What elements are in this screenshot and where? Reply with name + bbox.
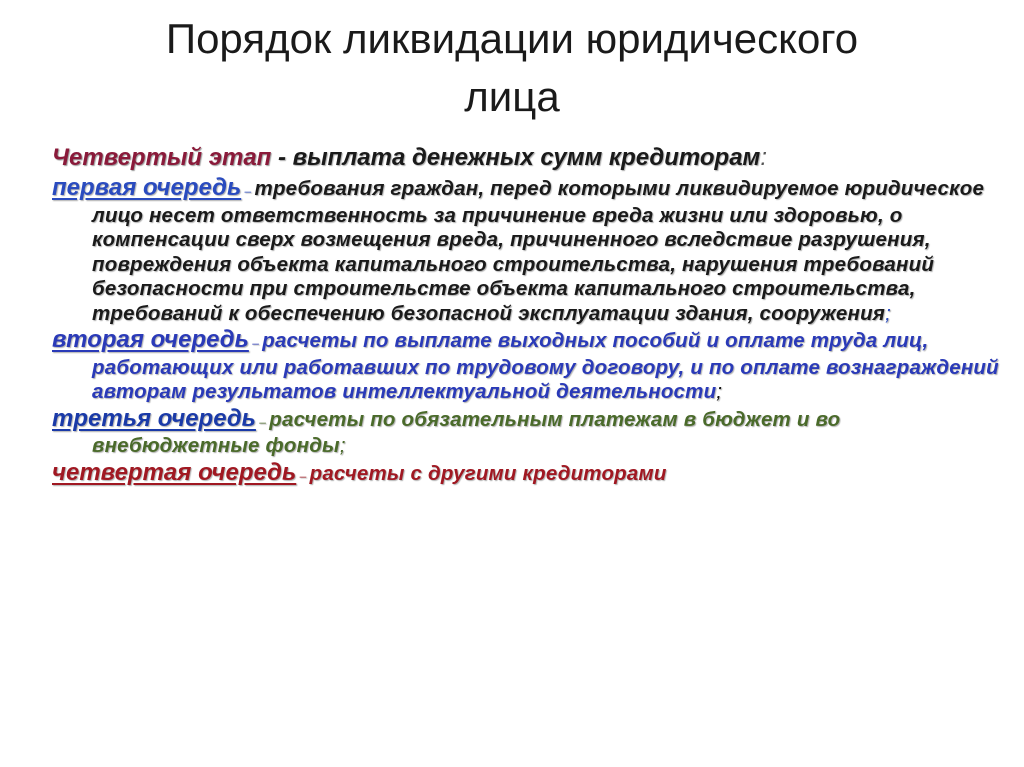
stage-heading bbox=[52, 142, 1002, 174]
list-item-first-priority bbox=[52, 176, 1002, 326]
item-dash: – bbox=[296, 468, 310, 483]
item-end: ; bbox=[716, 380, 722, 403]
item-description: расчеты по выплате выходных пособий и оплате труда лиц, работающих или работавших по трудовому договору, и по оплате вознаграждений авторам результатов интеллектуальной деятельности bbox=[92, 329, 999, 403]
item-end: ; bbox=[885, 301, 891, 325]
slide-content bbox=[52, 142, 1002, 490]
item-dash: – bbox=[248, 336, 263, 350]
item-head: вторая очередь bbox=[52, 326, 249, 353]
stage-colon: : bbox=[760, 144, 767, 171]
list-item-third-priority bbox=[52, 404, 1002, 459]
item-head: третья очередь bbox=[52, 404, 256, 432]
item-description: требования граждан, перед которыми ликвидируемое юридическое лицо несет ответственность за причинение вреда жизни или здоровью, о компенсации сверх возмещения вреда, причиненного вследствие разрушения, повреждения объекта капитального строительства, нарушения требований безопасности при строительстве объекта капитального строительства, требований к обеспечению безопасной эксплуатации здания, сооружения bbox=[92, 177, 985, 325]
list-item-second-priority bbox=[52, 328, 1002, 405]
item-description: расчеты с другими кредиторами bbox=[309, 461, 667, 485]
item-head: первая очередь bbox=[52, 174, 242, 201]
item-dash: – bbox=[255, 414, 270, 429]
item-description: расчеты по обязательным платежам в бюджет и во внебюджетные фонды bbox=[92, 407, 841, 457]
stage-text: - выплата денежных сумм кредиторам bbox=[271, 144, 761, 171]
item-dash: – bbox=[241, 184, 255, 198]
title-line-1: Порядок ликвидации юридического bbox=[165, 15, 859, 62]
item-end: ; bbox=[339, 434, 346, 457]
title-line-2: лица bbox=[464, 73, 560, 120]
item-head: четвертая очередь bbox=[52, 458, 297, 486]
slide-title bbox=[40, 10, 984, 126]
list-item-fourth-priority bbox=[52, 458, 1002, 489]
stage-label: Четвертый этап bbox=[52, 144, 272, 171]
